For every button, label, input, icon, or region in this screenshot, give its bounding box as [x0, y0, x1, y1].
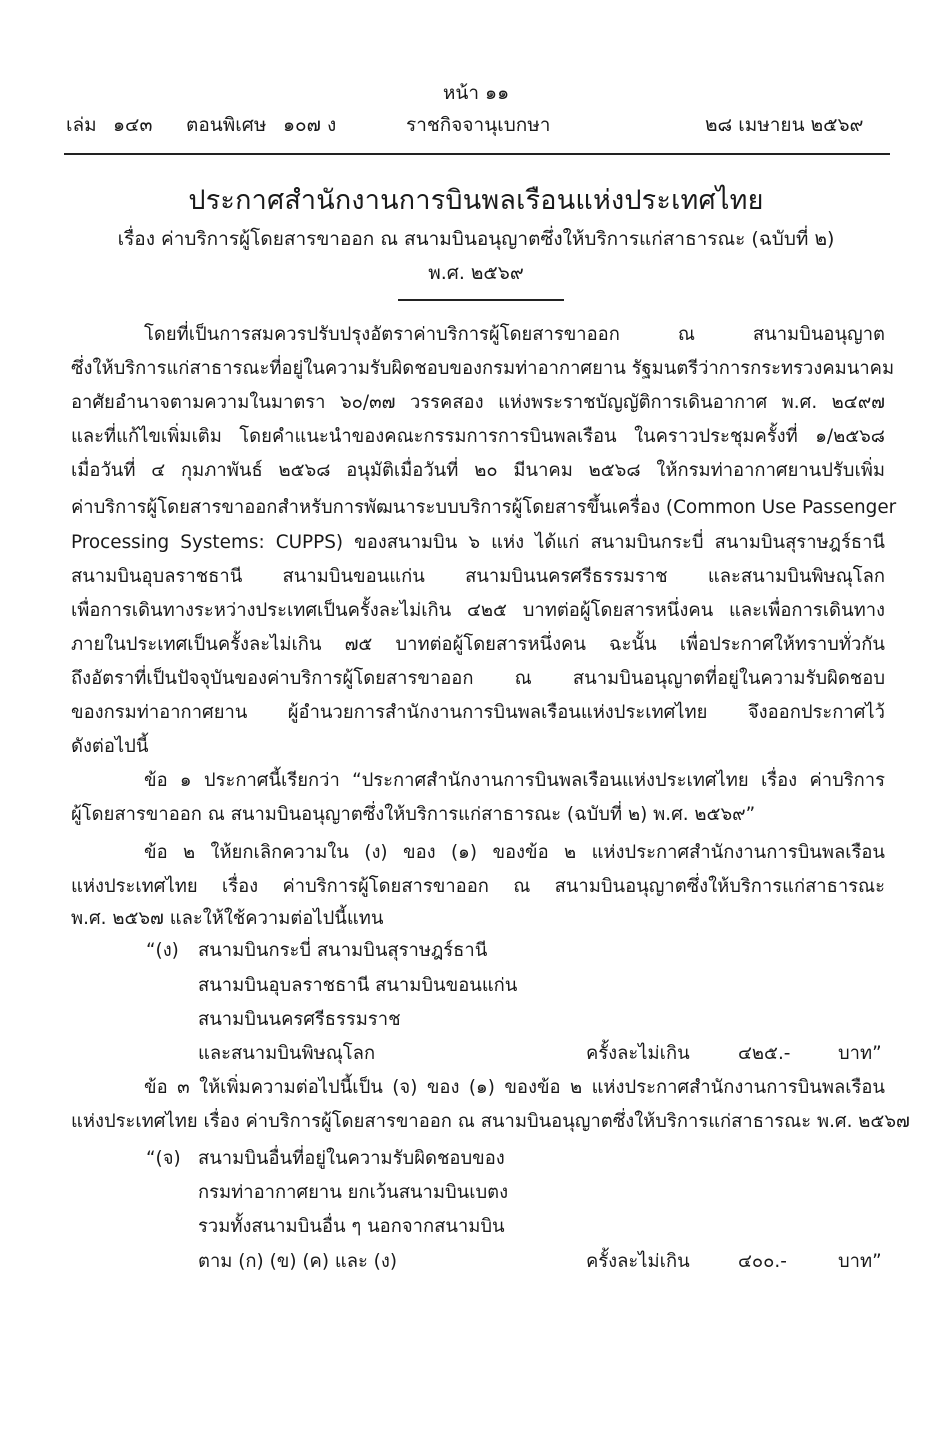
preamble-line: โดยที่เป็นการสมควรปรับปรุงอัตราค่าบริการผู้โดยสารขาออก ณ สนามบินอนุญาต: [144, 324, 885, 345]
publication-date: ๒๘ เมษายน ๒๕๖๙: [705, 114, 864, 136]
fee-amount: ๔๐๐.-: [738, 1251, 787, 1272]
document-title: ประกาศสำนักงานการบินพลเรือนแห่งประเทศไทย: [188, 185, 764, 216]
item-line: สนามบินอื่นที่อยู่ในความรับผิดชอบของ: [198, 1148, 505, 1169]
preamble-line: อาศัยอำนาจตามความในมาตรา ๖๐/๓๗ วรรคสอง แห่งพระราชบัญญัติการเดินอากาศ พ.ศ. ๒๔๙๗: [71, 392, 885, 413]
gazette-name: ราชกิจจานุเบกษา: [406, 114, 551, 136]
preamble-line: เพื่อการเดินทางระหว่างประเทศเป็นครั้งละไม่เกิน ๔๒๕ บาทต่อผู้โดยสารหนึ่งคน และเพื่อการเดินทาง: [71, 600, 885, 621]
document-subject: เรื่อง ค่าบริการผู้โดยสารขาออก ณ สนามบินอนุญาตซึ่งให้บริการแก่สาธารณะ (ฉบับที่ ๒): [117, 228, 835, 250]
preamble-line: สนามบินอุบลราชธานี สนามบินขอนแก่น สนามบินนครศรีธรรมราช และสนามบินพิษณุโลก: [71, 566, 885, 587]
item-marker: “(ง): [146, 940, 179, 961]
item-line: สนามบินอุบลราชธานี สนามบินขอนแก่น: [198, 975, 518, 996]
preamble-line: เมื่อวันที่ ๔ กุมภาพันธ์ ๒๕๖๘ อนุมัติเมื่อวันที่ ๒๐ มีนาคม ๒๕๖๘ ให้กรมท่าอากาศยานปรับเพิ่ม: [71, 460, 885, 481]
limit-label: ครั้งละไม่เกิน: [586, 1251, 690, 1272]
item-line: สนามบินกระบี่ สนามบินสุราษฎร์ธานี: [198, 940, 488, 961]
clause-line: แห่งประเทศไทย เรื่อง ค่าบริการผู้โดยสารขาออก ณ สนามบินอนุญาตซึ่งให้บริการแก่สาธารณะ พ.ศ. ๒๕๖๗: [71, 1111, 910, 1132]
preamble-line: ถึงอัตราที่เป็นปัจจุบันของค่าบริการผู้โดยสารขาออก ณ สนามบินอนุญาตที่อยู่ในความรับผิดชอบ: [71, 668, 885, 689]
item-marker: “(จ): [146, 1148, 181, 1169]
clause-line: ข้อ ๒ ให้ยกเลิกความใน (ง) ของ (๑) ของข้อ ๒ แห่งประกาศสำนักงานการบินพลเรือน: [144, 842, 885, 863]
section-number: ๑๐๗ ง: [283, 114, 337, 136]
item-line: กรมท่าอากาศยาน ยกเว้นสนามบินเบตง: [198, 1182, 509, 1203]
limit-label: ครั้งละไม่เกิน: [586, 1043, 690, 1064]
fee-amount: ๔๒๕.-: [738, 1043, 791, 1064]
volume-number: ๑๔๓: [113, 114, 153, 136]
document-year: พ.ศ. ๒๕๖๙: [428, 262, 524, 284]
section-label: ตอนพิเศษ: [186, 114, 267, 136]
item-line: รวมทั้งสนามบินอื่น ๆ นอกจากสนามบิน: [198, 1216, 505, 1237]
preamble-line: ดังต่อไปนี้: [71, 736, 149, 757]
item-line: ตาม (ก) (ข) (ค) และ (ง): [198, 1251, 398, 1272]
clause-line: พ.ศ. ๒๕๖๗ และให้ใช้ความต่อไปนี้แทน: [71, 908, 384, 929]
preamble-line: ซึ่งให้บริการแก่สาธารณะที่อยู่ในความรับผิดชอบของกรมท่าอากาศยาน รัฐมนตรีว่าการกระทรวงคมนาคม: [71, 358, 895, 379]
fee-unit: บาท”: [838, 1043, 882, 1064]
page-number: หน้า ๑๑: [442, 82, 510, 104]
title-divider: [398, 299, 564, 301]
preamble-line: และที่แก้ไขเพิ่มเติม โดยคำแนะนำของคณะกรรมการการบินพลเรือน ในคราวประชุมครั้งที่ ๑/๒๕๖๘: [71, 426, 885, 447]
clause-line: ผู้โดยสารขาออก ณ สนามบินอนุญาตซึ่งให้บริการแก่สาธารณะ (ฉบับที่ ๒) พ.ศ. ๒๕๖๙”: [71, 804, 756, 825]
clause-line: ข้อ ๓ ให้เพิ่มความต่อไปนี้เป็น (จ) ของ (๑) ของข้อ ๒ แห่งประกาศสำนักงานการบินพลเรือน: [144, 1077, 885, 1098]
clause-line: แห่งประเทศไทย เรื่อง ค่าบริการผู้โดยสารขาออก ณ สนามบินอนุญาตซึ่งให้บริการแก่สาธารณะ: [71, 876, 885, 897]
fee-unit: บาท”: [838, 1251, 882, 1272]
item-line: และสนามบินพิษณุโลก: [198, 1043, 376, 1064]
volume-label: เล่ม: [66, 114, 97, 136]
item-line: สนามบินนครศรีธรรมราช: [198, 1009, 401, 1030]
preamble-line: ภายในประเทศเป็นครั้งละไม่เกิน ๗๕ บาทต่อผู้โดยสารหนึ่งคน ฉะนั้น เพื่อประกาศให้ทราบทั่วกัน: [71, 634, 885, 655]
preamble-line: Processing Systems: CUPPS) ของสนามบิน ๖ แห่ง ได้แก่ สนามบินกระบี่ สนามบินสุราษฎร์ธานี: [71, 532, 885, 553]
header-rule: [64, 153, 890, 155]
preamble-line: ของกรมท่าอากาศยาน ผู้อำนวยการสำนักงานการบินพลเรือนแห่งประเทศไทย จึงออกประกาศไว้: [71, 702, 885, 723]
clause-line: ข้อ ๑ ประกาศนี้เรียกว่า “ประกาศสำนักงานการบินพลเรือนแห่งประเทศไทย เรื่อง ค่าบริการ: [144, 770, 885, 791]
preamble-line: ค่าบริการผู้โดยสารขาออกสำหรับการพัฒนาระบบบริการผู้โดยสารขึ้นเครื่อง (Common Use Passenger: [71, 497, 897, 518]
